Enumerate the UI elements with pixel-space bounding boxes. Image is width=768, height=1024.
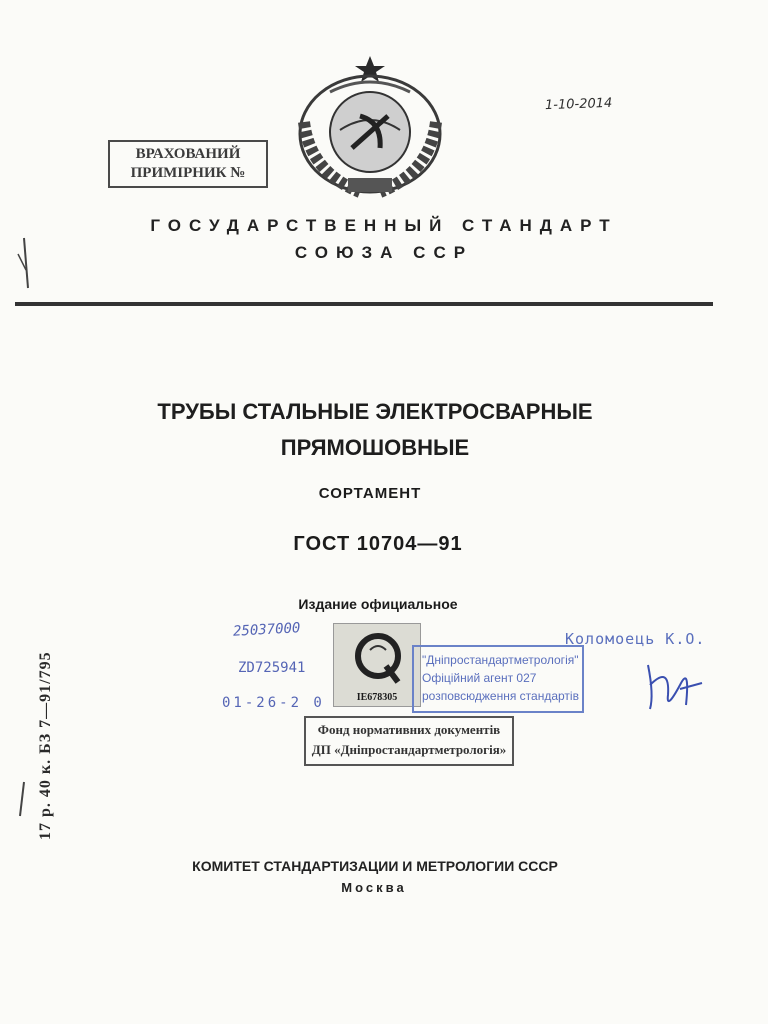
- signer-name: Коломоець К.О.: [565, 630, 706, 648]
- fund-stamp: [304, 716, 514, 766]
- document-title-line2: ПРЯМОШОВНЫЕ: [280, 435, 470, 460]
- fund-stamp-line1: Фонд нормативних документів: [317, 722, 501, 737]
- quality-sticker: [333, 623, 421, 707]
- side-price-text: 17 р. 40 к. БЗ 7—91/795: [37, 651, 54, 840]
- fund-stamp-line2: ДП «Дніпростандартметрологія»: [311, 742, 507, 757]
- gost-number: ГОСТ 10704—91: [293, 533, 463, 555]
- ussr-title: СОЮЗА ССР: [294, 243, 474, 262]
- agent-stamp: [412, 645, 584, 713]
- ussr-emblem-icon: [290, 52, 450, 202]
- gov-standard-title: ГОСУДАРСТВЕННЫЙ СТАНДАРТ: [150, 216, 618, 235]
- agent-stamp-line3: розповсюдження стандартів: [422, 689, 579, 703]
- quality-q-icon: [352, 630, 404, 686]
- city-name: Москва: [341, 880, 407, 895]
- margin-mark-icon: [12, 780, 32, 820]
- stamp-line2: ПРИМІРНИК №: [130, 165, 246, 181]
- header-divider: [15, 302, 713, 306]
- document-title-line1: ТРУБЫ СТАЛЬНЫЕ ЭЛЕКТРОСВАРНЫЕ: [157, 399, 593, 424]
- document-subtitle: СОРТАМЕНТ: [318, 485, 422, 502]
- handwritten-date: 1-10-2014: [544, 95, 613, 114]
- accounted-copy-stamp: [108, 140, 268, 188]
- stamp-line1: ВРАХОВАНИЙ: [135, 146, 241, 162]
- committee-name: КОМИТЕТ СТАНДАРТИЗАЦИИ И МЕТРОЛОГИИ СССР: [192, 858, 558, 874]
- agent-stamp-line1: "Дніпростандартметрологія": [422, 653, 579, 667]
- agent-stamp-line2: Офіційний агент 027: [422, 671, 537, 685]
- stamp-number: ZD725941: [238, 660, 306, 676]
- signature-icon: [640, 655, 710, 715]
- handwritten-code: 25037000: [232, 620, 301, 640]
- date-stamp: 01-26-2 0: [222, 695, 325, 711]
- edition-label: Издание официальное: [298, 596, 458, 612]
- sticker-id: IE678305: [356, 692, 398, 703]
